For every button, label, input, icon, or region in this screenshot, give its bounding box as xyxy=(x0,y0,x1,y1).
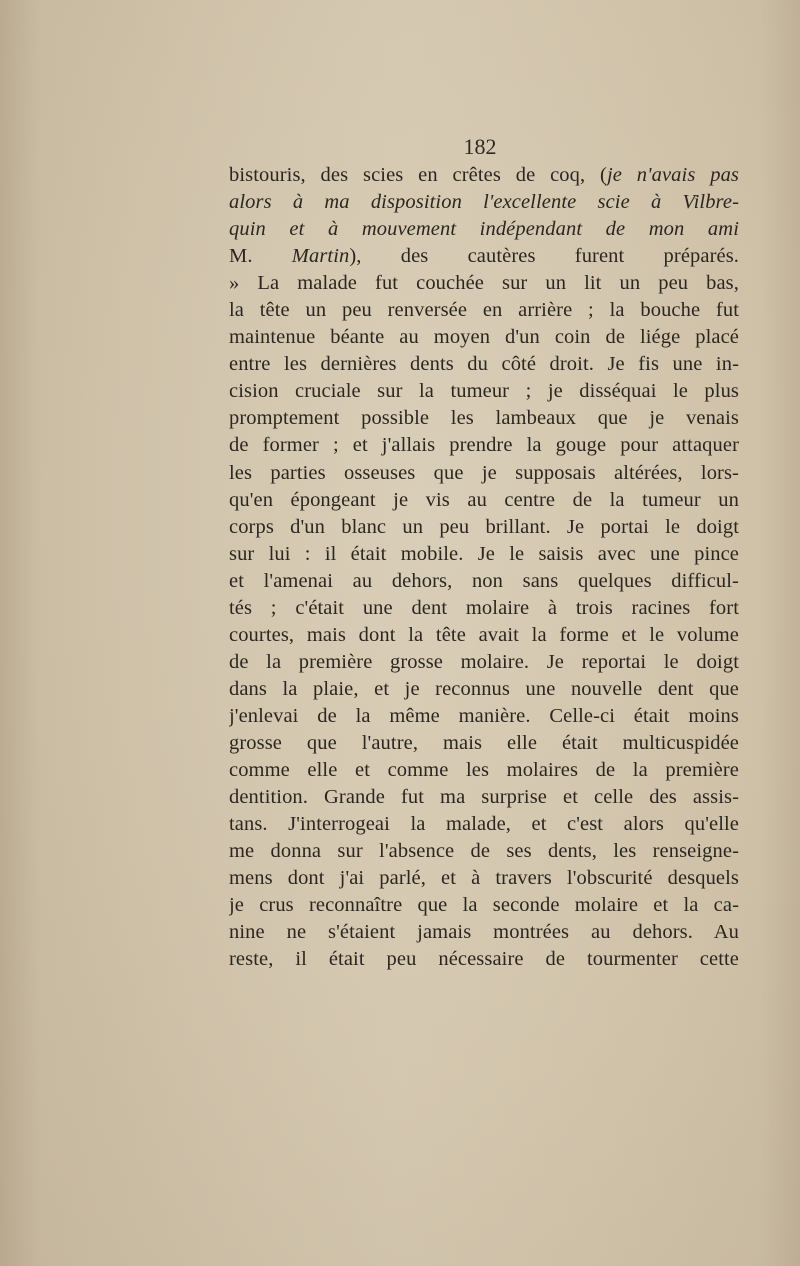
text-line xyxy=(229,324,739,351)
text-segment: de la première grosse molaire. Je reportai le doigt xyxy=(229,650,739,673)
text-segment: me donna sur l'absence de ses dents, les renseigne- xyxy=(229,840,739,863)
text-segment: courtes, mais dont la tête avait la forme et le volume xyxy=(229,623,739,646)
text-segment: tés ; c'était une dent molaire à trois racines fort xyxy=(229,596,739,619)
text-line xyxy=(229,270,739,297)
text-line xyxy=(229,432,739,459)
text-line xyxy=(229,838,739,865)
text-segment: maintenue béante au moyen d'un coin de liége placé xyxy=(229,326,739,349)
text-segment: promptement possible les lambeaux que je venais xyxy=(229,407,739,430)
text-segment: nine ne s'étaient jamais montrées au dehors. Au xyxy=(229,921,739,944)
text-segment: dans la plaie, et je reconnus une nouvelle dent que xyxy=(229,677,739,700)
text-segment: bistouris, des scies en crêtes de coq, ( xyxy=(229,164,607,186)
text-segment: comme elle et comme les molaires de la première xyxy=(229,759,739,782)
text-line xyxy=(229,811,739,838)
text-line xyxy=(229,351,739,378)
italic-text: Martin xyxy=(291,245,350,268)
text-line xyxy=(229,405,739,432)
text-segment: entre les dernières dents du côté droit. Je fis une in- xyxy=(229,353,739,376)
text-line xyxy=(229,784,739,811)
text-segment: je crus reconnaître que la seconde molaire et la ca- xyxy=(229,894,739,917)
text-segment: la tête un peu renversée en arrière ; la bouche fut xyxy=(229,299,739,322)
page-number: 182 xyxy=(463,134,497,159)
text-line xyxy=(229,216,739,243)
text-segment: j'enlevai de la même manière. Celle-ci était moins xyxy=(229,704,739,727)
text-line xyxy=(229,460,739,487)
text-line xyxy=(229,189,739,216)
text-line xyxy=(229,378,739,405)
text-line xyxy=(229,892,739,919)
text-line xyxy=(229,297,739,324)
text-segment: reste, il était peu nécessaire de tourmenter cette xyxy=(229,948,739,971)
text-segment: mens dont j'ai parlé, et à travers l'obscurité desquels xyxy=(229,867,739,890)
italic-text: je n'avais pas xyxy=(606,164,739,186)
text-line xyxy=(229,865,739,892)
text-segment: dentition. Grande fut ma surprise et celle des assis- xyxy=(229,786,739,809)
text-segment: qu'en épongeant je vis au centre de la tumeur un xyxy=(229,488,739,511)
text-line xyxy=(229,676,739,703)
text-line xyxy=(229,622,739,649)
text-segment: de former ; et j'allais prendre la gouge pour attaquer xyxy=(229,434,739,457)
text-line xyxy=(229,568,739,595)
text-line xyxy=(229,487,739,514)
italic-text: alors à ma disposition l'excellente scie à Vilbre- xyxy=(229,191,739,214)
text-segment: tans. J'interrogeai la malade, et c'est alors qu'elle xyxy=(229,813,739,836)
text-line xyxy=(229,162,739,189)
text-line xyxy=(229,649,739,676)
text-line xyxy=(229,730,739,757)
text-segment: ), des cautères furent préparés. xyxy=(349,245,739,268)
text-segment: M. xyxy=(229,245,292,268)
text-segment: cision cruciale sur la tumeur ; je disséquai le plus xyxy=(229,380,739,403)
text-line xyxy=(229,757,739,784)
text-line xyxy=(229,243,739,270)
text-segment: sur lui : il était mobile. Je le saisis avec une pince xyxy=(229,542,739,565)
body-text xyxy=(229,162,739,973)
text-line xyxy=(229,703,739,730)
italic-text: quin et à mouvement indépendant de mon ami xyxy=(229,218,739,241)
text-line xyxy=(229,919,739,946)
text-segment: les parties osseuses que je supposais altérées, lors- xyxy=(229,461,739,484)
text-line xyxy=(229,946,739,973)
text-line xyxy=(229,595,739,622)
text-line xyxy=(229,514,739,541)
text-segment: grosse que l'autre, mais elle était multicuspidée xyxy=(229,731,739,754)
text-segment: corps d'un blanc un peu brillant. Je portai le doigt xyxy=(229,515,739,538)
text-segment: » La malade fut couchée sur un lit un peu bas, xyxy=(229,272,739,295)
text-segment: et l'amenai au dehors, non sans quelques difficul- xyxy=(229,569,739,592)
text-line xyxy=(229,541,739,568)
